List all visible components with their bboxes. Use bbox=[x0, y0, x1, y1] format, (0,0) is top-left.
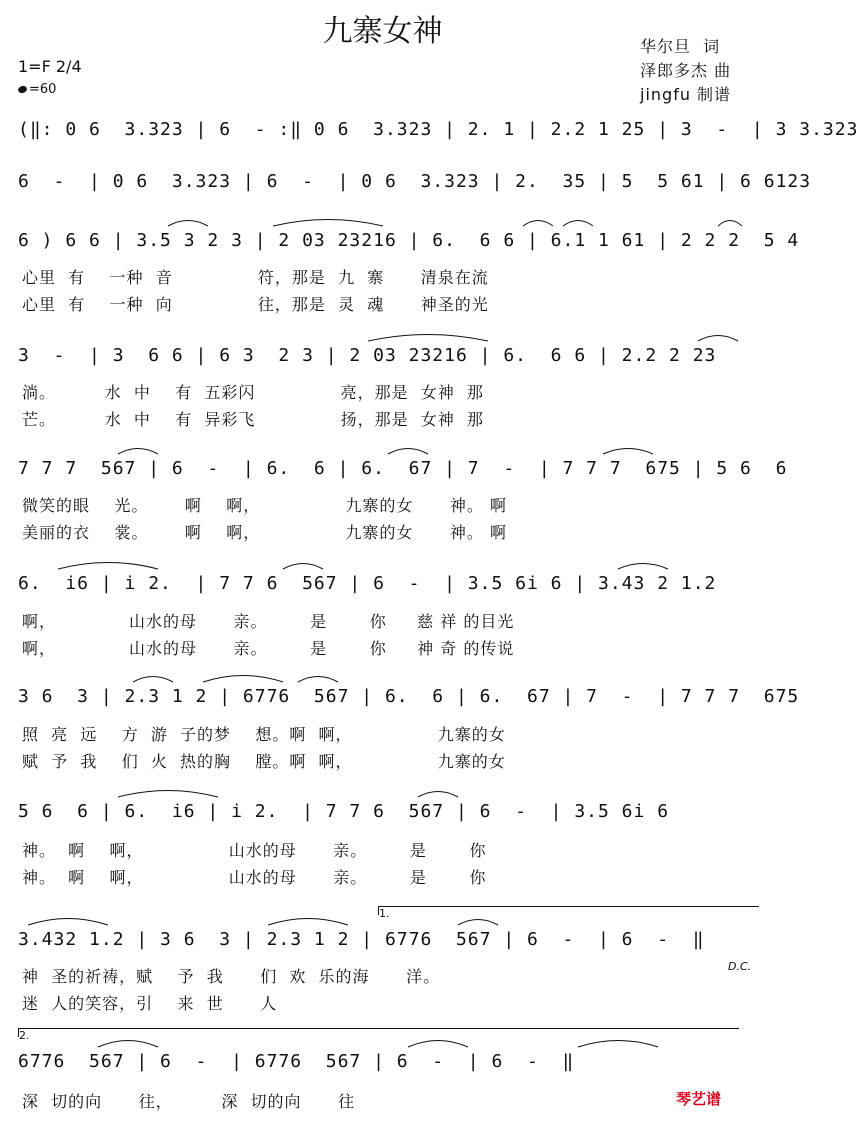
slur-marks bbox=[18, 784, 744, 798]
quarter-note-icon bbox=[17, 85, 28, 95]
lyric-line-verse-1: 神。 啊 啊， 山水的母 亲。 是 你 bbox=[22, 841, 487, 860]
second-ending-bracket: 2. bbox=[18, 1028, 739, 1037]
lyric-line-verse-2: 美丽的衣 裳。 啊 啊， 九寨的女 神。 啊 bbox=[22, 523, 508, 542]
notation-line: 5 6 6 | 6. i6 | i 2. | 7 7 6 567 | 6 - | 3.5 6i 6 bbox=[18, 801, 670, 822]
da-capo-marking: D.C. bbox=[728, 960, 752, 973]
key-signature: 1=F 2/4 bbox=[18, 57, 82, 76]
staff-row-8 bbox=[18, 798, 744, 826]
lyric-line-verse-1: 心里 有 一种 音 符，那是 九 寨 清泉在流 bbox=[22, 268, 489, 287]
lyric-line-verse-1: 啊， 山水的母 亲。 是 你 慈 祥 的目光 bbox=[22, 612, 515, 631]
tempo-marking bbox=[18, 82, 56, 97]
notation-line: 3 - | 3 6 6 | 6 3 2 3 | 2 03 23216 | 6. 6 6 | 2.2 2 23 bbox=[18, 345, 717, 366]
first-ending-bracket: 1. bbox=[378, 906, 759, 915]
slur-marks bbox=[18, 441, 744, 455]
staff-row-10 bbox=[18, 1029, 744, 1076]
staff-row-5 bbox=[18, 455, 788, 483]
staff-row-1 bbox=[18, 116, 858, 144]
tempo-value: =60 bbox=[29, 82, 57, 97]
site-watermark-logo: 琴艺谱 bbox=[676, 1090, 722, 1108]
slur-marks bbox=[18, 213, 744, 227]
lyric-line-verse-1: 淌。 水 中 有 五彩闪 亮，那是 女神 那 bbox=[22, 383, 484, 402]
lyric-line-verse-2: 迷 人的笑容，引 来 世 人 bbox=[22, 994, 278, 1013]
composer-credit: 泽郎多杰 曲 bbox=[640, 61, 732, 80]
notation-line: (‖: 0 6 3.323 | 6 - :‖ 0 6 3.323 | 2. 1 | 2.2 1 25 | 3 - | 3 3.323 bbox=[18, 119, 858, 140]
staff-row-4 bbox=[18, 342, 744, 370]
notation-line: 6 ) 6 6 | 3.5 3 2 3 | 2 03 23216 | 6. 6 6 | 6.1 1 61 | 2 2 2 5 4 bbox=[18, 230, 800, 251]
notation-line: 6 - | 0 6 3.323 | 6 - | 0 6 3.323 | 2. 35 | 5 5 61 | 6 6123 bbox=[18, 171, 812, 192]
lyric-line-ending: 深 切的向 往， 深 切的向 往 bbox=[22, 1092, 356, 1111]
notation-line: 3 6 3 | 2.3 1 2 | 6776 567 | 6. 6 | 6. 67 | 7 - | 7 7 7 675 bbox=[18, 686, 800, 707]
slur-marks bbox=[18, 912, 744, 926]
notation-line: 3.432 1.2 | 3 6 3 | 2.3 1 2 | 6776 567 | 6 - | 6 - ‖ bbox=[18, 929, 705, 950]
slur-marks bbox=[18, 669, 744, 683]
transcriber-credit: jingfu 制谱 bbox=[640, 85, 732, 104]
lyricist-credit: 华尔旦 词 bbox=[640, 37, 721, 56]
staff-row-3 bbox=[18, 227, 800, 255]
lyric-line-verse-2: 心里 有 一种 向 往，那是 灵 魂 神圣的光 bbox=[22, 295, 489, 314]
lyric-line-verse-2: 赋 予 我 们 火 热的胸 膛。啊 啊， 九寨的女 bbox=[22, 752, 506, 771]
lyric-line-verse-1: 照 亮 远 方 游 子的梦 想。啊 啊， 九寨的女 bbox=[22, 725, 506, 744]
staff-row-7 bbox=[18, 683, 800, 711]
slur-marks bbox=[18, 328, 744, 342]
notation-line: 6. i6 | i 2. | 7 7 6 567 | 6 - | 3.5 6i 6 | 3.43 2 1.2 bbox=[18, 573, 717, 594]
lyric-line-verse-1: 神 圣的祈祷，赋 予 我 们 欢 乐的海 洋。 bbox=[22, 967, 441, 986]
song-title: 九寨女神 bbox=[322, 14, 443, 49]
lyric-line-verse-1: 微笑的眼 光。 啊 啊， 九寨的女 神。 啊 bbox=[22, 496, 508, 515]
notation-line: 7 7 7 567 | 6 - | 6. 6 | 6. 67 | 7 - | 7 7 7 675 | 5 6 6 bbox=[18, 458, 788, 479]
slur-marks bbox=[18, 1034, 744, 1048]
slur-marks bbox=[18, 556, 744, 570]
staff-row-2 bbox=[18, 168, 812, 196]
lyric-line-verse-2: 芒。 水 中 有 异彩飞 扬，那是 女神 那 bbox=[22, 410, 484, 429]
lyric-line-verse-2: 啊， 山水的母 亲。 是 你 神 奇 的传说 bbox=[22, 639, 515, 658]
lyric-line-verse-2: 神。 啊 啊， 山水的母 亲。 是 你 bbox=[22, 868, 487, 887]
staff-row-9 bbox=[18, 907, 744, 954]
staff-row-6 bbox=[18, 570, 744, 598]
notation-line: 6776 567 | 6 - | 6776 567 | 6 - | 6 - ‖ bbox=[18, 1051, 575, 1072]
